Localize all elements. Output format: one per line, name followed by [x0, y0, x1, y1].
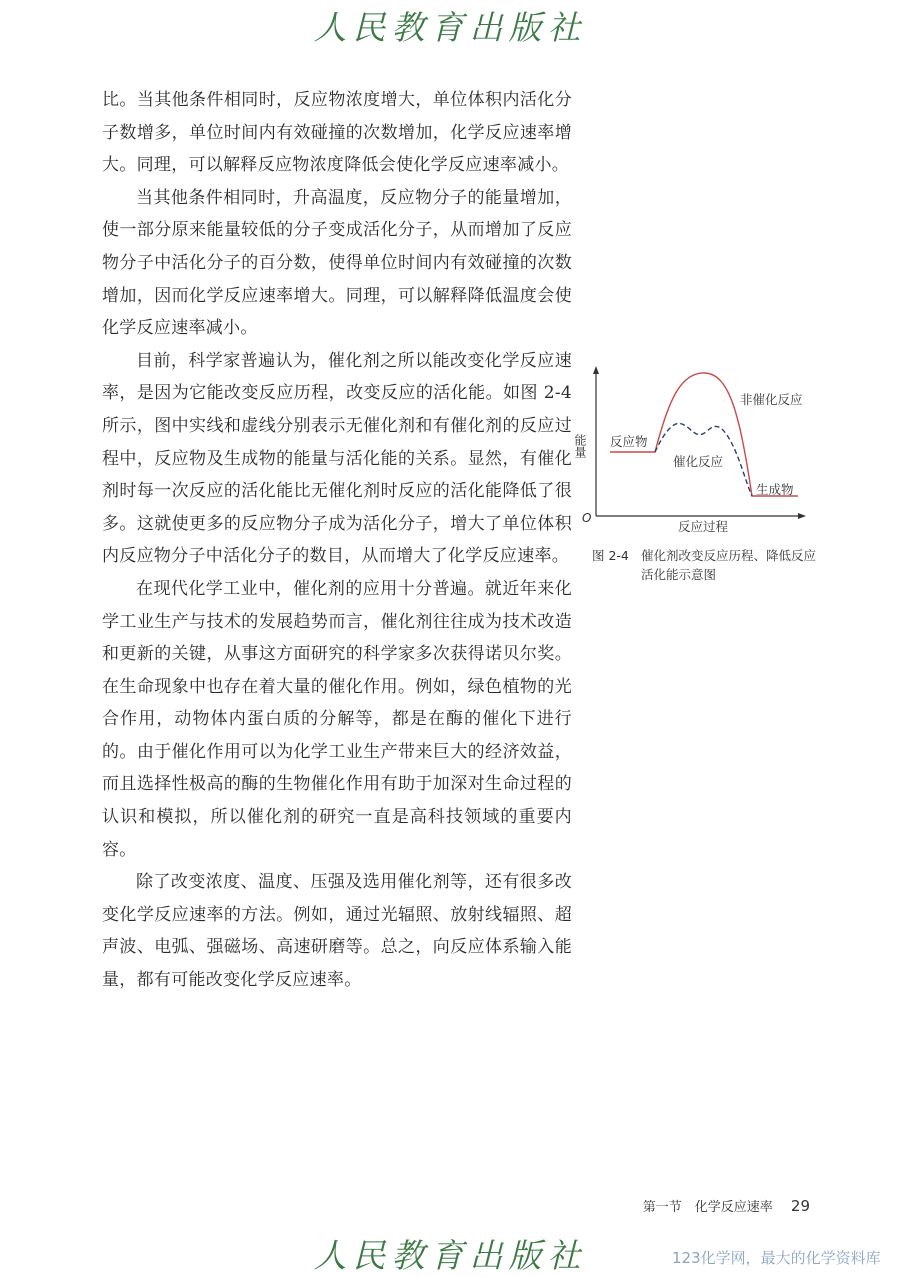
y-axis-arrow	[593, 366, 599, 374]
paragraph: 比。当其他条件相同时，反应物浓度增大，单位体积内活化分子数增多，单位时间内有效碰撞的次数增加，化学反应速率增大。同理，可以解释反应物浓度降低会使化学反应速率减小。	[102, 90, 572, 176]
x-axis-label: 反应过程	[678, 519, 729, 534]
uncatalyzed-label: 非催化反应	[740, 392, 803, 407]
page-number: 29	[790, 1197, 810, 1215]
section-title: 第一节 化学反应速率	[642, 1200, 773, 1215]
publisher-logo-bottom: 人民教育出版社	[313, 1236, 587, 1275]
page-footer	[643, 1196, 810, 1215]
catalyzed-label: 催化反应	[673, 454, 724, 469]
paragraph: 在现代化学工业中，催化剂的应用十分普遍。就近年来化学工业生产与技术的发展趋势而言，催化剂往往成为技术改造和更新的关键，从事这方面研究的科学家多次获得诺贝尔奖。在生命现象中也存在着大量的催化作用。例如，绿色植物的光合作用，动物体内蛋白质的分解等，都是在酶的催化下进行的。由于催化作用可以为化学工业生产带来巨大的经济效益，而且选择性极高的酶的生物催化作用有助于加深对生命过程的认识和模拟，所以催化剂的研究一直是高科技领域的重要内容。	[102, 578, 572, 860]
paragraph: 目前，科学家普遍认为，催化剂之所以能改变化学反应速率，是因为它能改变反应历程，改变反应的活化能。如图 2-4 所示，图中实线和虚线分别表示无催化剂和有催化剂的反应过程中，反应物及生成物的能量与活化能的关系。显然，有催化剂时每一次反应的活化能比无催化剂时反应的活化能降低了很多。这就使更多的反应物分子成为活化分子，增大了单位体积内反应物分子中活化分子的数目，从而增大了化学反应速率。	[102, 350, 572, 567]
reactants-label: 反应物	[610, 434, 648, 449]
paragraph: 当其他条件相同时，升高温度，反应物分子的能量增加，使一部分原来能量较低的分子变成活化分子，从而增加了反应物分子中活化分子的百分数，使得单位时间内有效碰撞的次数增加，因而化学反应速率增大。同理，可以解释降低温度会使化学反应速率减小。	[102, 187, 572, 339]
paragraph: 除了改变浓度、温度、压强及选用催化剂等，还有很多改变化学反应速率的方法。例如，通过光辐照、放射线辐照、超声波、电弧、强磁场、高速研磨等。总之，向反应体系输入能量，都有可能改变化学反应速率。	[102, 872, 572, 991]
publisher-logo-top: 人民教育出版社	[313, 8, 587, 47]
watermark: 123化学网，最大的化学资料库	[672, 1249, 881, 1267]
y-axis-label: 能量	[573, 434, 587, 458]
x-axis-arrow	[798, 513, 806, 519]
products-label: 生成物	[756, 482, 794, 497]
body-text	[102, 84, 572, 997]
figure-number: 图 2-4	[592, 548, 629, 563]
figure-caption-text: 催化剂改变反应历程、降低反应活化能示意图	[641, 548, 817, 582]
origin-label: O	[582, 511, 592, 525]
